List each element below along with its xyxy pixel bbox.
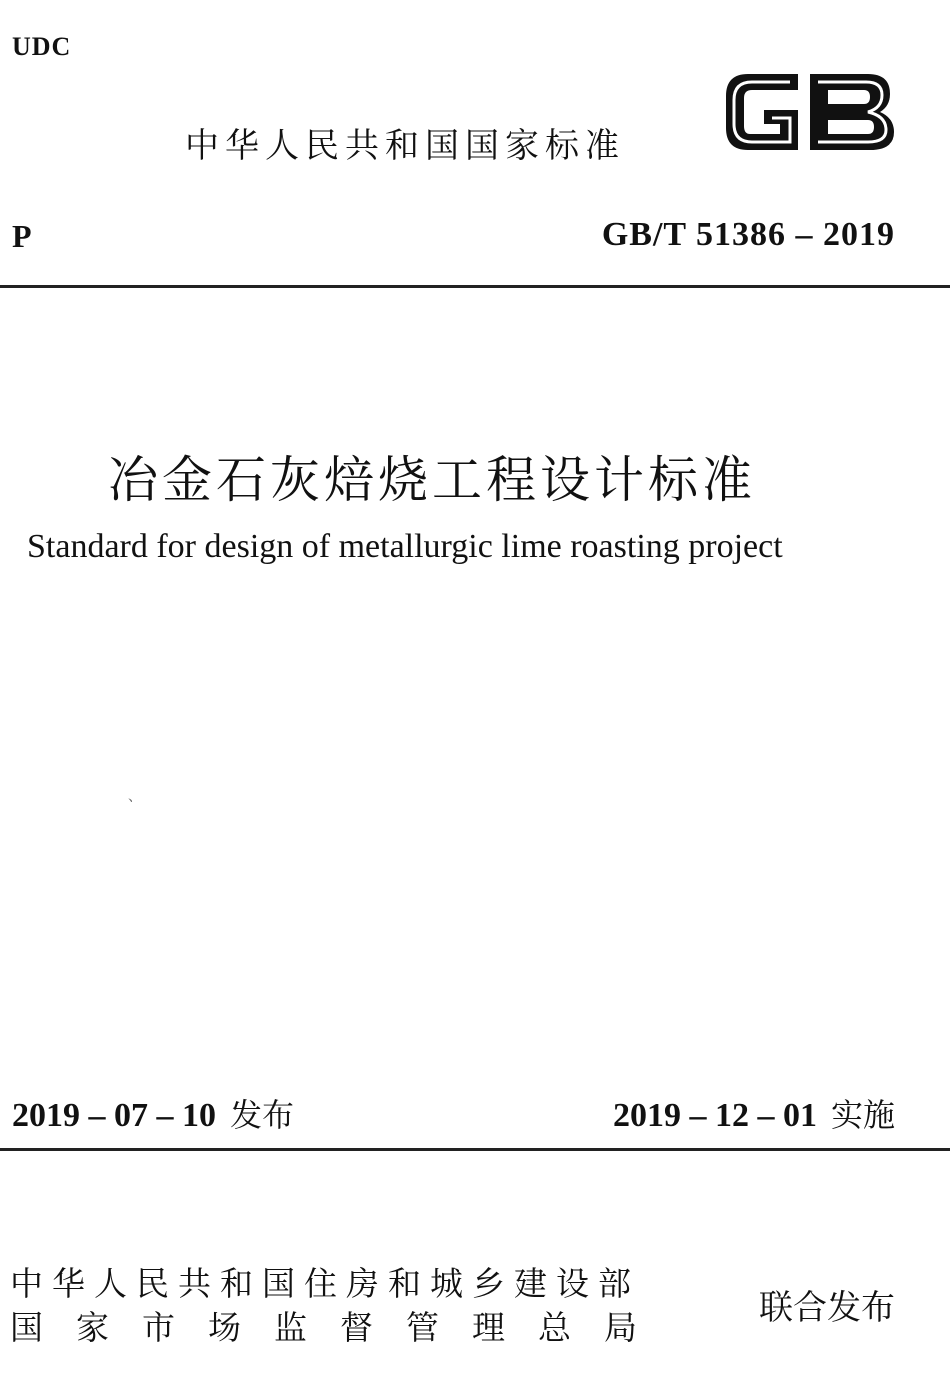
- title-english: Standard for design of metallurgic lime roasting project: [27, 528, 783, 565]
- effective-label: 实施: [830, 1096, 895, 1134]
- standard-number: GB/T 51386 – 2019: [601, 216, 895, 253]
- issuer-ministry: 中华人民共和国住房和城乡建设部: [10, 1264, 640, 1303]
- classification-code: P: [12, 218, 32, 254]
- effective-date-line: [613, 1090, 895, 1136]
- stray-mark: 、: [128, 790, 142, 805]
- joint-release-label: 联合发布: [759, 1288, 895, 1328]
- national-standard-heading: 中华人民共和国国家标准: [185, 126, 625, 166]
- issue-date: 2019 – 07 – 10: [12, 1097, 216, 1134]
- issue-label: 发布: [230, 1096, 295, 1134]
- effective-date: 2019 – 12 – 01: [612, 1097, 817, 1134]
- issuer-administration: 国家市场监督管理总局: [10, 1308, 670, 1347]
- bottom-divider: [0, 1148, 950, 1151]
- issue-date-line: [12, 1090, 294, 1136]
- udc-label: UDC: [12, 32, 72, 61]
- title-chinese: 冶金石灰焙烧工程设计标准: [108, 451, 756, 509]
- gb-logo: [718, 62, 898, 162]
- top-divider: [0, 285, 950, 288]
